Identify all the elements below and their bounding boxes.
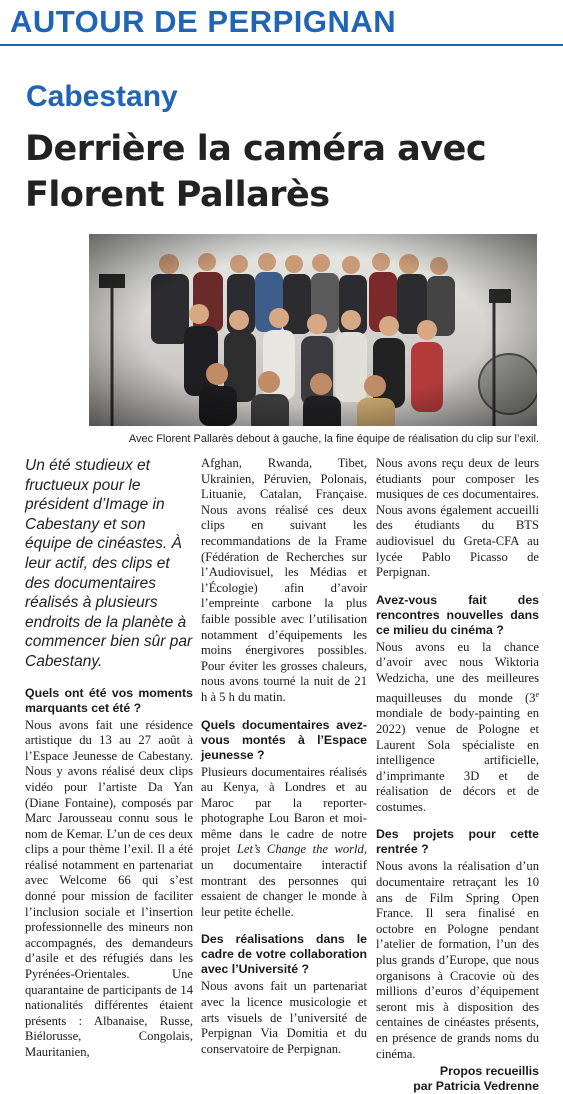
page-header: [0, 0, 563, 48]
answer-2-text: Plusieurs documentaires réalisés au Kenya, à Londres et au Maroc par la reporter-photographe Lou Baron et moi-même dans le cadre de notre projet: [201, 764, 367, 857]
byline-1: Propos recueillis: [439, 1064, 539, 1079]
answer-3: Nous avons fait un partenariat avec la licence musicologie et arts visuels de l’université de Perpignan Via Domitia et du conservatoire de Perpignan.: [201, 979, 367, 1056]
photo-illustration: [89, 234, 537, 426]
answer-4-text-end: mondiale de body-painting en 2022) venue de Pologne et Laurent Sola spécialiste en intelligence artificielle, d’imprimante 3D et de réalisation de décors et de costumes.: [376, 706, 539, 814]
group-photo: [89, 234, 537, 426]
answer-1: Nous avons fait une résidence artistique du 13 au 27 août à l’Espace Jeunesse de Cabestany. Nous y avons réalisé deux clips vidéo pour l’artiste Da Yan (Diane Fontaine), composés par Marc Jarousseau connu sous le nom de Kemar. L’un de ces deux clips a pour thème l’exil. Il a été réalisé notamment en partenariat avec Welcome 66 qui s’est donné pour mission de faciliter l’inclusion sociale et l’insertion professionnelle des mineurs non accompagnés, des demandeurs d’asile et des réfugiés dans les Pyrénées-Orientales. Une quarantaine de participants de 14 nationalités différentes étaient présents : Albanaise, Russe, Biélorusse, Congolais, Mauritanien,: [25, 717, 193, 1059]
question-2: Quels documentaires avez-vous montés à l’Espace jeunesse ?: [201, 717, 367, 762]
question-4: Avez-vous fait des rencontres nouvelles dans ce milieu du cinéma ?: [376, 592, 539, 637]
photo-caption: Avec Florent Pallarès debout à gauche, la fine équipe de réalisation du clip sur l’exil.: [128, 433, 539, 445]
locality-kicker: Cabestany: [26, 80, 178, 113]
question-3: Des réalisations dans le cadre de votre collaboration avec l’Université ?: [201, 932, 367, 977]
column-1: [25, 456, 193, 1061]
answer-2-text-end: , un documentaire interactif montrant des personnes qui essaient de changer le monde à leur petite échelle.: [201, 842, 368, 919]
article-headline: Derrière la caméra avec Florent Pallarès: [25, 129, 487, 215]
column-2: [201, 456, 367, 1057]
byline-2: par Patricia Vedrenne: [413, 1079, 539, 1094]
question-5: Des projets pour cette rentrée ?: [376, 827, 539, 857]
answer-2: [201, 765, 367, 921]
project-title: Let’s Change the world: [236, 842, 364, 857]
article-lead: Un été studieux et fructueux pour le président d’Image in Cabestany et son équipe de cinéastes. À leur actif, des clips et des documentaires réalisés à plusieurs endroits de la planète à commencer bien sûr par Cabestany.: [25, 457, 193, 670]
answer-1-continued: Afghan, Rwanda, Tibet, Ukrainien, Péruvien, Polonais, Lituanie, Catalan, Française. Nous avons réalisé ces deux clips en suivant les recommandations de la Frame (Fédération de Recherches sur l’Audiovisuel, les Médias et l’Écologie) afin d’avoir l’empreinte carbone la plus faible possible avec l’utilisation notamment d’équipements les moins énergivores possibles. Pour éviter les grosses chaleurs, nous avons tourné la nuit de 21 h à 5 h du matin.: [201, 456, 367, 704]
answer-4-text: Nous avons eu la chance d’avoir avec nous Wiktoria Wedzicha, une des meilleures maquilleuses du monde (3: [376, 639, 539, 705]
question-1: Quels ont été vos moments marquants cet été ?: [25, 685, 193, 715]
answer-4: [376, 640, 539, 816]
section-title: AUTOUR DE PERPIGNAN: [10, 4, 397, 39]
answer-5: Nous avons la réalisation d’un documentaire retraçant les 10 ans de Film Spring Open France. Il sera finalisé en octobre en Pologne pendant l’atelier de formation, l’un des plus grands d’Europe, que nous organisons à Cracovie où des millions d’euros d’équipement seront mis à disposition des centaines de cinéastes présents, en présence de grands noms du cinéma.: [376, 859, 539, 1061]
answer-3-continued: Nous avons reçu deux de leurs étudiants pour composer les musiques de ces documentaires. Nous avons également accueilli des étudiants du BTS audiovisuel du Greta-CFA au lycée Pablo Picasso de Perpignan.: [376, 456, 539, 580]
ordinal-suffix: e: [535, 689, 539, 699]
column-3: [376, 456, 539, 1094]
header-rule: [0, 44, 563, 46]
